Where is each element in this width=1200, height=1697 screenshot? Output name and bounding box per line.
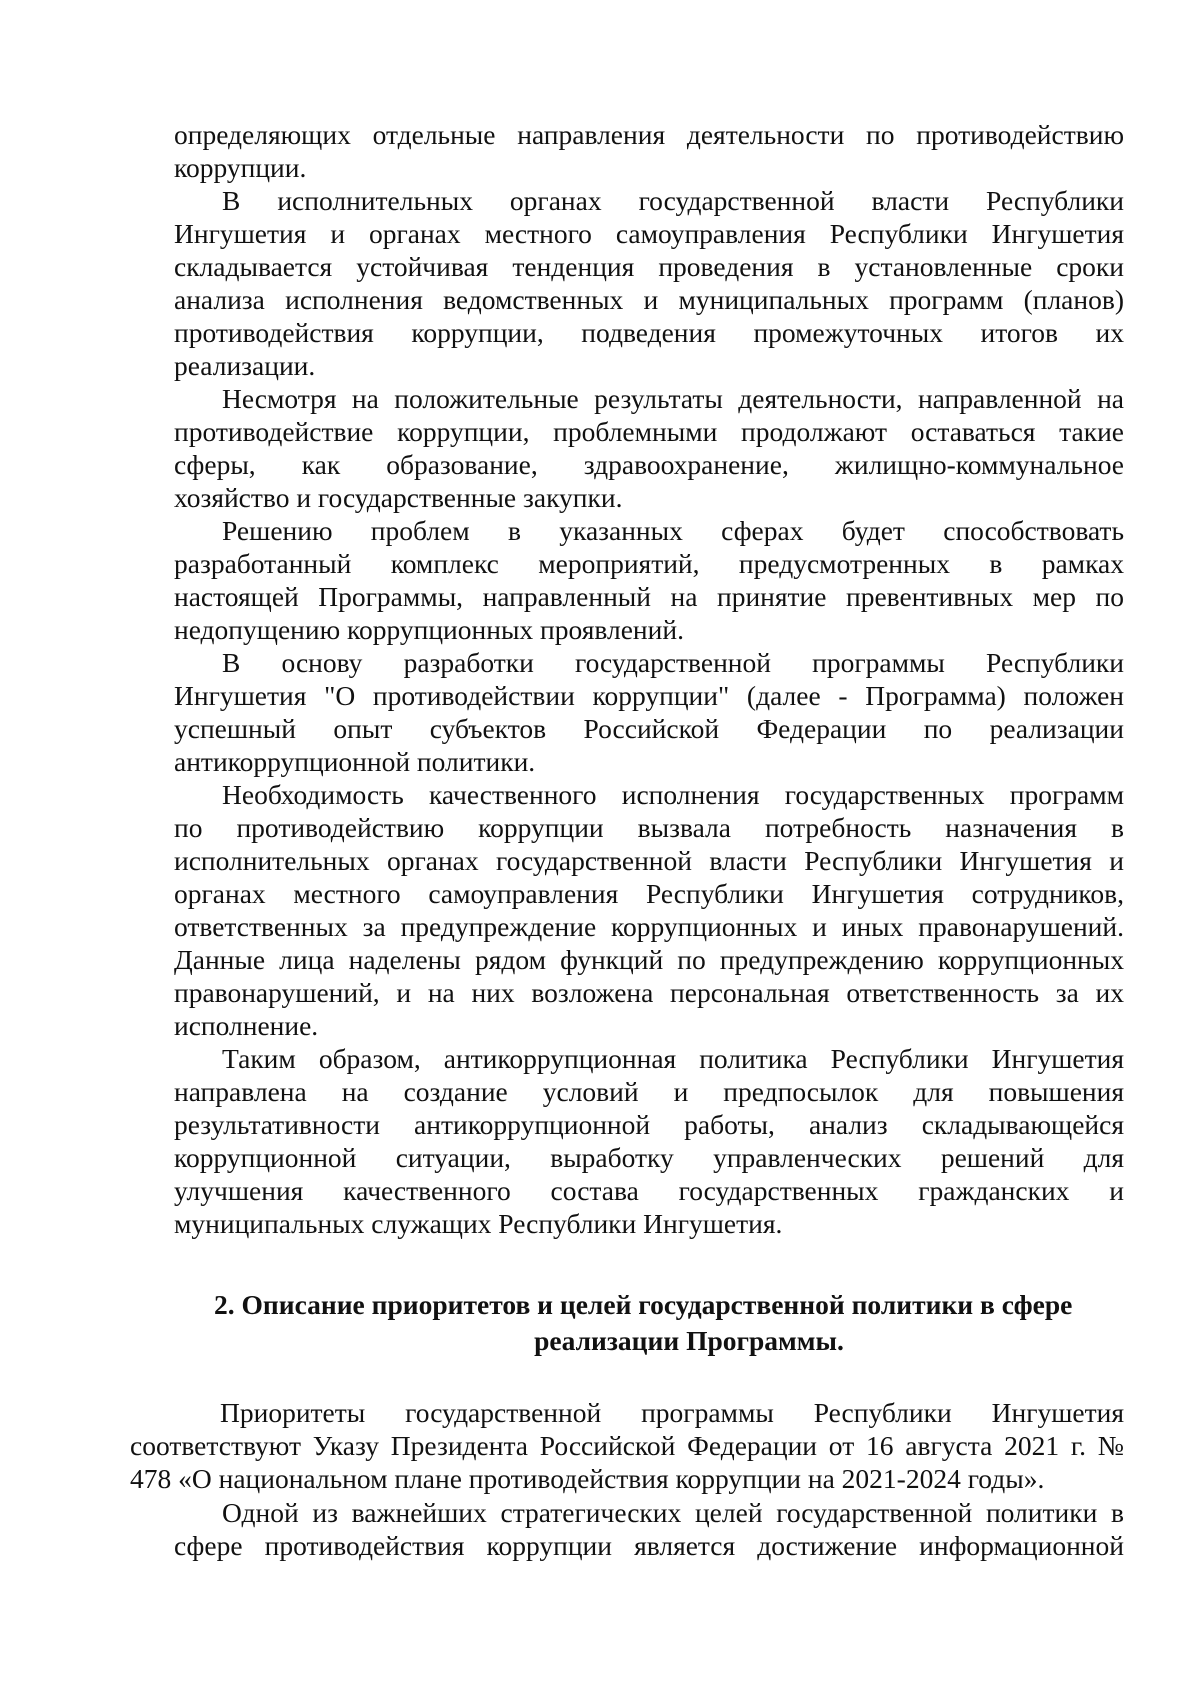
text-line: успешный опыт субъектов Российской Федерации по реализации — [174, 713, 1124, 744]
text-line: складывается устойчивая тенденция проведения в установленные сроки — [174, 251, 1124, 282]
paragraph — [174, 382, 1124, 514]
paragraph — [174, 184, 1124, 382]
text-line: Решению проблем в указанных сферах будет способствовать — [222, 515, 1124, 546]
paragraph — [174, 1496, 1124, 1562]
text-line: Ингушетия и органах местного самоуправления Республики Ингушетия — [174, 218, 1124, 249]
text-line: Приоритеты государственной программы Республики Ингушетия — [220, 1397, 1124, 1428]
section-heading — [214, 1287, 1124, 1359]
text-line: Ингушетия "О противодействии коррупции" (далее - Программа) положен — [174, 680, 1124, 711]
text-line: определяющих отдельные направления деятельности по противодействию — [174, 119, 1124, 150]
text-line: улучшения качественного состава государственных гражданских и — [174, 1175, 1124, 1206]
text-line: анализа исполнения ведомственных и муниципальных программ (планов) — [174, 284, 1124, 315]
text-line: исполнительных органах государственной власти Республики Ингушетия и — [174, 845, 1124, 876]
text-line: недопущению коррупционных проявлений. — [174, 614, 684, 645]
text-line: настоящей Программы, направленный на принятие превентивных мер по — [174, 581, 1124, 612]
text-line: Несмотря на положительные результаты деятельности, направленной на — [222, 383, 1124, 414]
text-line: ответственных за предупреждение коррупционных и иных правонарушений. — [174, 911, 1124, 942]
text-line: антикоррупционной политики. — [174, 746, 536, 777]
text-line: по противодействию коррупции вызвала потребность назначения в — [174, 812, 1124, 843]
section-heading-line: 2. Описание приоритетов и целей государственной политики в сфере — [214, 1289, 1073, 1320]
paragraph — [174, 1042, 1124, 1240]
text-line: исполнение. — [174, 1010, 319, 1041]
text-line: коррупции. — [174, 152, 307, 183]
text-line: противодействия коррупции, подведения промежуточных итогов их — [174, 317, 1124, 348]
paragraph — [130, 1396, 1124, 1495]
paragraph — [174, 118, 1124, 184]
text-line: хозяйство и государственные закупки. — [174, 482, 623, 513]
text-line: Таким образом, антикоррупционная политика Республики Ингушетия — [222, 1043, 1124, 1074]
text-line: Одной из важнейших стратегических целей государственной политики в — [222, 1497, 1124, 1528]
text-line: органах местного самоуправления Республики Ингушетия сотрудников, — [174, 878, 1124, 909]
text-line: муниципальных служащих Республики Ингушетия. — [174, 1208, 783, 1239]
text-line: 478 «О национальном плане противодействия коррупции на 2021-2024 годы». — [130, 1463, 1045, 1494]
text-line: противодействие коррупции, проблемными продолжают оставаться такие — [174, 416, 1124, 447]
text-line: соответствуют Указу Президента Российской Федерации от 16 августа 2021 г. № — [130, 1430, 1124, 1461]
text-line: Данные лица наделены рядом функций по предупреждению коррупционных — [174, 944, 1124, 975]
text-line: реализации. — [174, 350, 316, 381]
text-line: В исполнительных органах государственной власти Республики — [222, 185, 1124, 216]
text-line: направлена на создание условий и предпосылок для повышения — [174, 1076, 1124, 1107]
text-line: коррупционной ситуации, выработку управленческих решений для — [174, 1142, 1124, 1173]
paragraph — [174, 646, 1124, 778]
text-line: Необходимость качественного исполнения государственных программ — [222, 779, 1124, 810]
text-line: результативности антикоррупционной работы, анализ складывающейся — [174, 1109, 1124, 1140]
text-line: В основу разработки государственной программы Республики — [222, 647, 1124, 678]
text-line: разработанный комплекс мероприятий, предусмотренных в рамках — [174, 548, 1124, 579]
section-heading-line: реализации Программы. — [534, 1325, 844, 1356]
text-line: сфере противодействия коррупции является достижение информационной — [174, 1530, 1124, 1561]
paragraph — [174, 514, 1124, 646]
text-line: правонарушений, и на них возложена персональная ответственность за их — [174, 977, 1124, 1008]
paragraph — [174, 778, 1124, 1042]
text-line: сферы, как образование, здравоохранение, жилищно-коммунальное — [174, 449, 1124, 480]
